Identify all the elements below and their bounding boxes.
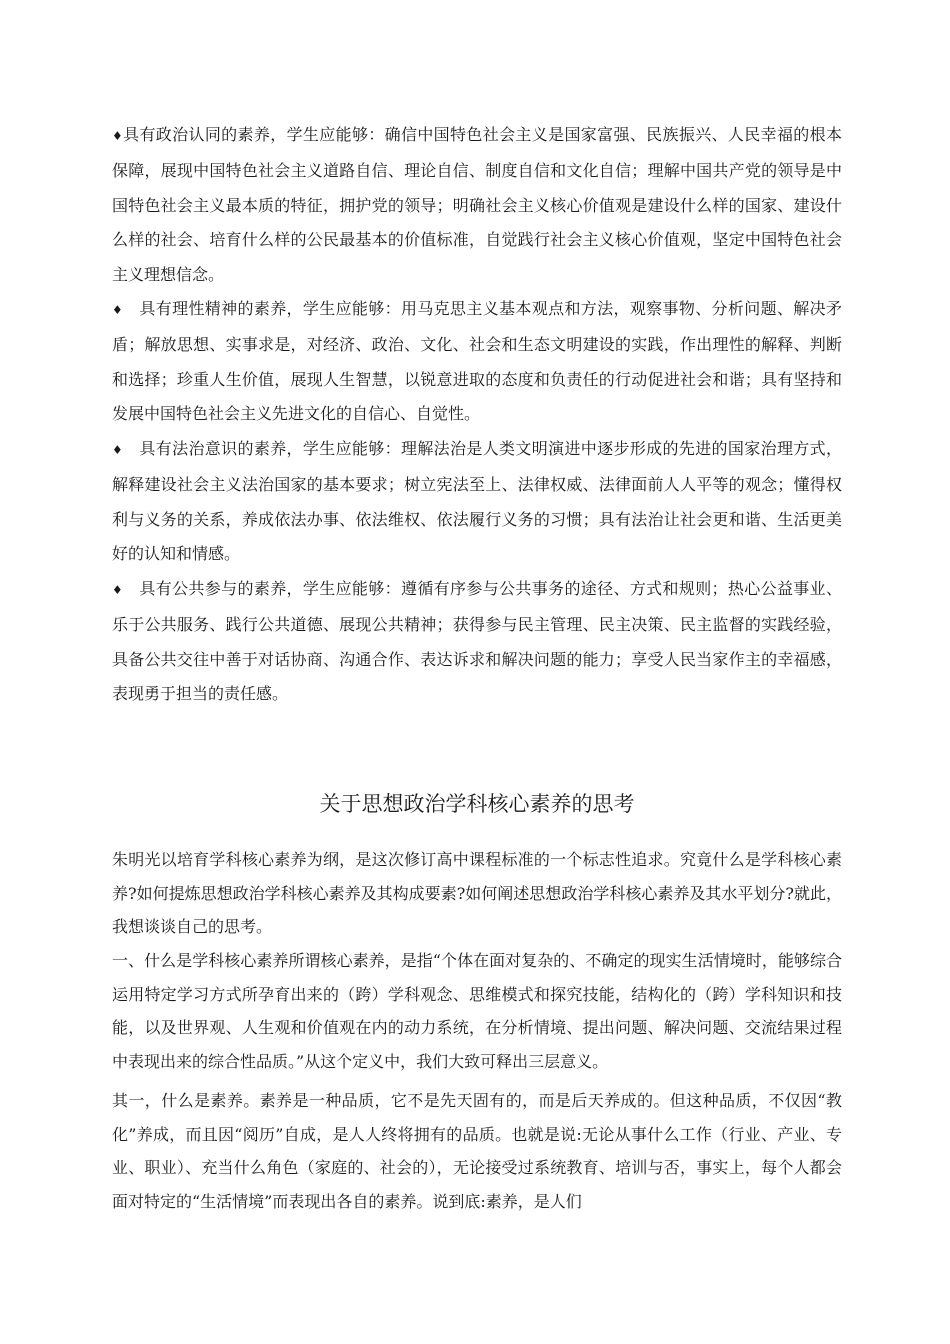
diamond-bullet-icon: ♦ xyxy=(112,583,124,597)
political-identity-text: 具有政治认同的素养，学生应能够：确信中国特色社会主义是国家富强、民族振兴、人民幸福的根本保障，展现中国特色社会主义道路自信、理论自信、制度自信和文化自信；理解中国共产党的领导是中国特色社会主义最本质的特征，拥护党的领导；明确社会主义核心价值观是建设什么样的国家、建设什么样的社会、培育什么样的公民最基本的价值标准，自觉践行社会主义核心价值观，坚定中国特色社会主义理想信念。 xyxy=(112,125,842,285)
political-identity-paragraph xyxy=(112,118,842,293)
rational-spirit-text: 具有理性精神的素养，学生应能够：用马克思主义基本观点和方法，观察事物、分析问题、解决矛盾；解放思想、实事求是，对经济、政治、文化、社会和生态文明建设的实践，作出理性的解释、判断和选择；珍重人生价值，展现人生智慧，以锐意进取的态度和负责任的行动促进社会和谐；具有坚持和发展中国特色社会主义先进文化的自信心、自觉性。 xyxy=(112,299,842,424)
public-participation-text: 具有公共参与的素养，学生应能够：遵循有序参与公共事务的途径、方式和规则；热心公益事业、乐于公共服务、践行公共道德、展现公共精神；获得参与民主管理、民主决策、民主监督的实践经验，具备公共交往中善于对话协商、沟通合作、表达诉求和解决问题的能力；享受人民当家作主的幸福感，表现勇于担当的责任感。 xyxy=(112,579,842,704)
article-paragraph-first-meaning: 其一，什么是素养。素养是一种品质，它不是先天固有的，而是后天养成的。但这种品质，不仅因“教化”养成，而且因“阅历”自成，是人人终将拥有的品质。也就是说:无论从事什么工作（行业、产业、专业、职业）、充当什么角色（家庭的、社会的），无论接受过系统教育、培训与否，事实上，每个人都会面对特定的“生活情境”而表现出各自的素养。说到底:素养，是人们 xyxy=(112,1091,842,1211)
article-paragraph-definition: 一、什么是学科核心素养所谓核心素养，是指“个体在面对复杂的、不确定的现实生活情境时，能够综合运用特定学习方式所孕育出来的（跨）学科观念、思维模式和探究技能，结构化的（跨）学科知识和技能，以及世界观、人生观和价值观在内的动力系统，在分析情境、提出问题、解决问题、交流结果过程中表现出来的综合性品质。”从这个定义中，我们大致可释出三层意义。 xyxy=(112,951,842,1071)
diamond-bullet-icon: ♦ xyxy=(112,129,124,143)
rule-of-law-text: 具有法治意识的素养，学生应能够：理解法治是人类文明演进中逐步形成的先进的国家治理方式，解释建设社会主义法治国家的基本要求；树立宪法至上、法律权威、法律面前人人平等的观念；懂得权利与义务的关系，养成依法办事、依法维权、依法履行义务的习惯；具有法治让社会更和谐、生活更美好的认知和情感。 xyxy=(112,439,842,564)
article-title: 关于思想政治学科核心素养的思考 xyxy=(319,792,635,816)
diamond-bullet-icon: ♦ xyxy=(112,443,124,457)
rule-of-law-paragraph xyxy=(112,432,842,572)
public-participation-paragraph xyxy=(112,572,842,712)
rational-spirit-paragraph xyxy=(112,292,842,432)
article-paragraph-intro: 朱明光以培育学科核心素养为纲，是这次修订高中课程标准的一个标志性追求。究竟什么是学科核心素养?如何提炼思想政治学科核心素养及其构成要素?如何阐述思想政治学科核心素养及其水平划分?就此，我想谈谈自己的思考。 xyxy=(112,850,842,936)
diamond-bullet-icon: ♦ xyxy=(112,303,124,317)
